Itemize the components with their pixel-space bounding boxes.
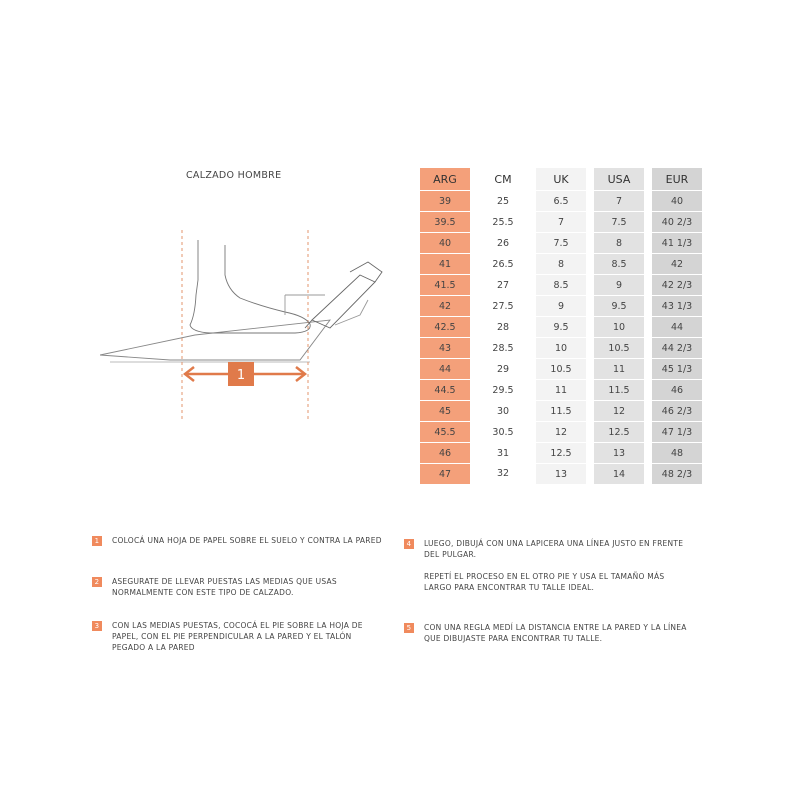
cell-arg: 44 <box>420 359 470 380</box>
cell-cm: 27 <box>496 279 510 291</box>
cell-usa: 8.5 <box>594 254 644 275</box>
table-row <box>420 359 702 380</box>
page-title: CALZADO HOMBRE <box>186 170 282 181</box>
cell-uk: 7.5 <box>536 233 586 254</box>
step-number-badge: 1 <box>92 536 102 546</box>
cell-uk: 9 <box>536 296 586 317</box>
cell-uk: 11.5 <box>536 401 586 422</box>
col-header-arg: ARG <box>420 168 470 191</box>
cell-arg: 45.5 <box>420 422 470 443</box>
cell-eur: 48 <box>652 443 702 464</box>
cell-cm: 30 <box>496 405 510 417</box>
cell-eur: 44 2/3 <box>652 338 702 359</box>
cell-eur: 42 <box>652 254 702 275</box>
cell-usa: 7.5 <box>594 212 644 233</box>
cell-uk: 9.5 <box>536 317 586 338</box>
cell-usa: 10.5 <box>594 338 644 359</box>
cell-uk: 10 <box>536 338 586 359</box>
cell-uk: 12 <box>536 422 586 443</box>
cell-cm: 29 <box>496 363 510 375</box>
cell-eur: 40 2/3 <box>652 212 702 233</box>
step-number-badge: 2 <box>92 577 102 587</box>
cell-uk: 11 <box>536 380 586 401</box>
cell-eur: 40 <box>652 191 702 212</box>
step-text: COLOCÁ UNA HOJA DE PAPEL SOBRE EL SUELO Y CONTRA LA PARED <box>112 536 382 545</box>
table-row <box>420 317 702 338</box>
step-text: ASEGURATE DE LLEVAR PUESTAS LAS MEDIAS QUE USAS NORMALMENTE CON ESTE TIPO DE CALZADO. <box>112 577 337 597</box>
cell-usa: 11.5 <box>594 380 644 401</box>
cell-arg: 41 <box>420 254 470 275</box>
table-row <box>420 380 702 401</box>
cell-arg: 39.5 <box>420 212 470 233</box>
cell-cm: 26 <box>496 237 510 249</box>
cell-usa: 9 <box>594 275 644 296</box>
cell-arg: 42 <box>420 296 470 317</box>
cell-cm: 30.5 <box>492 426 514 438</box>
cell-cm: 28.5 <box>492 342 514 354</box>
table-row <box>420 275 702 296</box>
cell-uk: 6.5 <box>536 191 586 212</box>
step-number-badge: 4 <box>404 539 414 549</box>
table-row <box>420 191 702 212</box>
step-text: LUEGO, DIBUJÁ CON UNA LAPICERA UNA LÍNEA JUSTO EN FRENTE DEL PULGAR. <box>424 539 684 559</box>
cell-usa: 7 <box>594 191 644 212</box>
table-row <box>420 401 702 422</box>
cell-arg: 39 <box>420 191 470 212</box>
table-row <box>420 212 702 233</box>
table-row <box>420 422 702 443</box>
col-header-usa: USA <box>594 168 644 191</box>
cell-cm: 28 <box>496 321 510 333</box>
measure-marker-number: 1 <box>236 368 246 383</box>
cell-cm: 31 <box>496 447 510 459</box>
cell-usa: 12 <box>594 401 644 422</box>
table-row <box>420 233 702 254</box>
cell-eur: 41 1/3 <box>652 233 702 254</box>
cell-eur: 46 <box>652 380 702 401</box>
cell-usa: 12.5 <box>594 422 644 443</box>
cell-uk: 8 <box>536 254 586 275</box>
cell-uk: 8.5 <box>536 275 586 296</box>
cell-eur: 42 2/3 <box>652 275 702 296</box>
cell-arg: 40 <box>420 233 470 254</box>
cell-eur: 48 2/3 <box>652 464 702 485</box>
cell-arg: 46 <box>420 443 470 464</box>
step-text: CON UNA REGLA MEDÍ LA DISTANCIA ENTRE LA PARED Y LA LÍNEA QUE DIBUJASTE PARA ENCONTRAR TU TALLE. <box>424 623 687 643</box>
step-text: CON LAS MEDIAS PUESTAS, COCOCÁ EL PIE SOBRE LA HOJA DE PAPEL, CON EL PIE PERPENDICULAR A LA PARED Y EL TALÓN PEGADO A LA PARED <box>112 621 363 652</box>
cell-usa: 13 <box>594 443 644 464</box>
table-row <box>420 338 702 359</box>
cell-eur: 44 <box>652 317 702 338</box>
cell-eur: 47 1/3 <box>652 422 702 443</box>
cell-arg: 44.5 <box>420 380 470 401</box>
cell-cm: 26.5 <box>492 258 514 270</box>
col-header-eur: EUR <box>652 168 702 191</box>
cell-eur: 45 1/3 <box>652 359 702 380</box>
cell-arg: 41.5 <box>420 275 470 296</box>
cell-usa: 14 <box>594 464 644 485</box>
foot-measure-illustration <box>100 220 390 420</box>
col-header-cm: CM <box>494 172 512 186</box>
table-row <box>420 464 702 485</box>
col-header-uk: UK <box>536 168 586 191</box>
cell-uk: 12.5 <box>536 443 586 464</box>
step-text-secondary: REPETÍ EL PROCESO EN EL OTRO PIE Y USA EL TAMAÑO MÁS LARGO PARA ENCONTRAR TU TALLE IDEAL. <box>424 572 665 592</box>
cell-uk: 13 <box>536 464 586 485</box>
cell-uk: 10.5 <box>536 359 586 380</box>
cell-arg: 43 <box>420 338 470 359</box>
cell-cm: 29.5 <box>492 384 514 396</box>
cell-usa: 11 <box>594 359 644 380</box>
table-row <box>420 443 702 464</box>
cell-arg: 45 <box>420 401 470 422</box>
cell-usa: 10 <box>594 317 644 338</box>
cell-cm: 32 <box>496 468 510 480</box>
cell-arg: 42.5 <box>420 317 470 338</box>
cell-arg: 47 <box>420 464 470 485</box>
cell-uk: 7 <box>536 212 586 233</box>
cell-cm: 27.5 <box>492 300 514 312</box>
table-row <box>420 254 702 275</box>
step-number-badge: 3 <box>92 621 102 631</box>
cell-eur: 43 1/3 <box>652 296 702 317</box>
cell-eur: 46 2/3 <box>652 401 702 422</box>
step-number-badge: 5 <box>404 623 414 633</box>
size-table <box>420 168 702 484</box>
cell-cm: 25 <box>496 195 510 207</box>
cell-usa: 9.5 <box>594 296 644 317</box>
table-row <box>420 296 702 317</box>
cell-cm: 25.5 <box>492 216 514 228</box>
cell-usa: 8 <box>594 233 644 254</box>
